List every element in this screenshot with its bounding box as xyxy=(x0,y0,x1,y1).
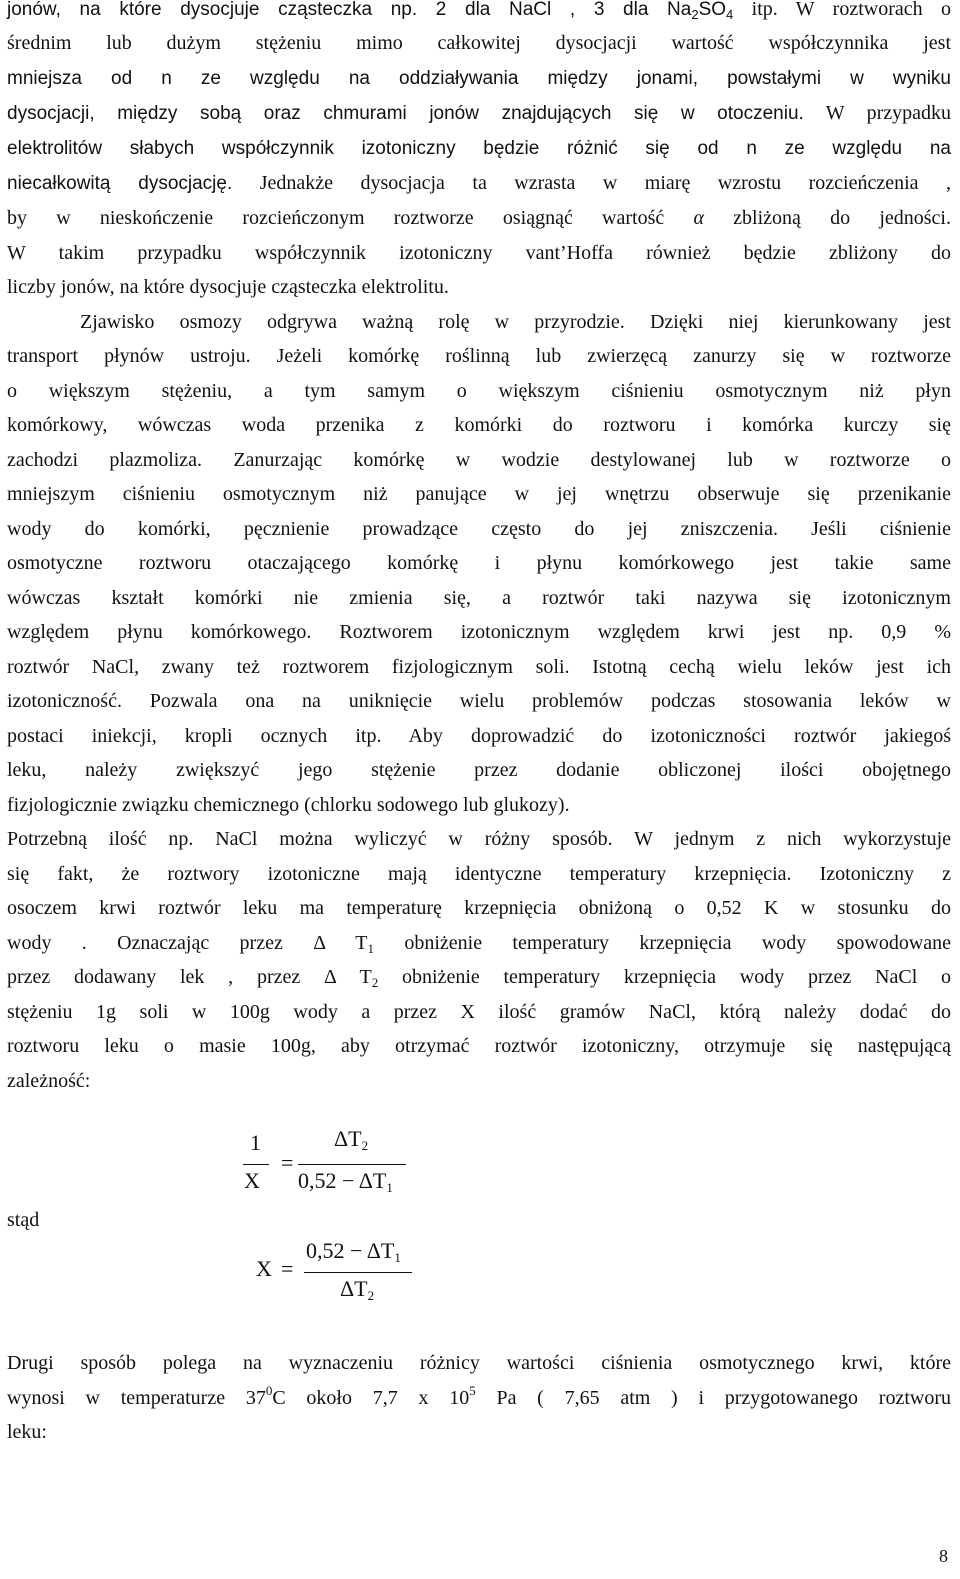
formula-denominator: X xyxy=(244,1168,260,1193)
text-line: roztwór NaCl, zwany też roztworem fizjologicznym soli. Istotną cechą wielu leków jest ich xyxy=(7,656,951,678)
text-line: niecałkowitą dysocjację. Jednakże dysocjacja ta wzrasta w miarę wzrostu rozcieńczenia , xyxy=(7,172,952,194)
text-line: wynosi w temperaturze $37^0C$ około 7,7 x $10^5$ Pa ( 7,65 atm ) i przygotowanego roztworu xyxy=(7,1383,951,1409)
text-line: W takim przypadku współczynnik izotoniczny vant’Hoffa również będzie zbliżony do xyxy=(7,242,951,264)
text-line: o większym stężeniu, a tym samym o większym ciśnieniu osmotycznym niż płyn xyxy=(7,380,951,402)
text-line: Zjawisko osmozy odgrywa ważną rolę w przyrodzie. Dzięki niej kierunkowany jest xyxy=(80,311,951,333)
text-line: postaci iniekcji, kropli ocznych itp. Aby doprowadzić do izotoniczności roztwór jakiegoś xyxy=(7,725,951,747)
stad-label: stąd xyxy=(7,1209,40,1231)
text-line: leku, należy zwiększyć jego stężenie przez dodanie obliczonej ilości obojętnego xyxy=(7,759,951,781)
text-line: zależność: xyxy=(7,1070,91,1092)
text-line: wówczas kształt komórki nie zmienia się, a roztwór taki nazywa się izotonicznym xyxy=(7,587,951,609)
text-line: Drugi sposób polega na wyznaczeniu różnicy wartości ciśnienia osmotycznego krwi, które xyxy=(7,1352,951,1374)
alpha-symbol: α xyxy=(693,207,704,229)
delta-symbol: Δ xyxy=(313,932,325,954)
text-line: względem płynu komórkowego. Roztworem izotonicznym względem krwi jest np. 0,9 % xyxy=(7,621,951,643)
text-line: leku: xyxy=(7,1421,47,1443)
formula-denominator: $\Delta T_2$ xyxy=(340,1276,375,1303)
text-line: wody do komórki, pęcznienie prowadzące często do jej zniszczenia. Jeśli ciśnienie xyxy=(7,518,951,540)
text-line: przez dodawany lek , przez Δ $T_2$ obniżenie temperatury krzepnięcia wody przez NaCl o xyxy=(7,966,952,990)
text-line: średnim lub dużym stężeniu mimo całkowitej dysocjacji wartość współczynnika jest xyxy=(7,32,951,54)
text-line: stężeniu 1g soli w 100g wody a przez X ilość gramów NaCl, którą należy dodać do xyxy=(7,1001,951,1023)
text-line: się fakt, że roztwory izotoniczne mają identyczne temperatury krzepnięcia. Izotoniczny z xyxy=(7,863,951,885)
text-line: jonów, na które dysocjuje cząsteczka np. 2 dla NaCl , 3 dla $Na_2SO_4$ itp. W roztworach o xyxy=(7,0,952,22)
delta-symbol: Δ xyxy=(324,966,336,988)
fraction-bar xyxy=(298,1164,406,1165)
formula-numerator: 1 xyxy=(250,1130,261,1155)
fraction-bar xyxy=(304,1272,412,1273)
text-line: zachodzi plazmoliza. Zanurzając komórkę w wodzie destylowanej lub w roztworze o xyxy=(7,449,951,471)
page-number: 8 xyxy=(939,1546,948,1566)
text-line: liczby jonów, na które dysocjuje cząsteczka elektrolitu. xyxy=(7,276,449,298)
text-line: komórkowy, wówczas woda przenika z komórki do roztworu i komórka kurczy się xyxy=(7,414,951,436)
equals-sign: = xyxy=(281,1150,294,1175)
equals-sign: = xyxy=(281,1256,294,1281)
text-line: fizjologicznie związku chemicznego (chlorku sodowego lub glukozy). xyxy=(7,794,570,816)
text-line: dysocjacji, między sobą oraz chmurami jonów znajdujących się w otoczeniu. W przypadku xyxy=(7,102,951,124)
text-line: mniejsza od n ze względu na oddziaływania między jonami, powstałymi w wyniku xyxy=(7,68,951,89)
formula-numerator: $0,52 - \Delta T_1$ xyxy=(306,1238,401,1265)
text-line: roztworu leku o masie 100g, aby otrzymać roztwór izotoniczny, otrzymuje się następującą xyxy=(7,1035,951,1057)
text-line: elektrolitów słabych współczynnik izotoniczny będzie różnić się od n ze względu na xyxy=(7,138,951,159)
text-line: osoczem krwi roztwór leku ma temperaturę krzepnięcia obniżoną o 0,52 K w stosunku do xyxy=(7,897,951,919)
text-line: izotoniczność. Pozwala ona na uniknięcie wielu problemów podczas stosowania leków w xyxy=(7,690,951,712)
formula-lhs: X xyxy=(256,1256,272,1281)
fraction-bar xyxy=(243,1164,269,1165)
formula-numerator: $\Delta T_2$ xyxy=(334,1126,369,1153)
text-line: Potrzebną ilość np. NaCl można wyliczyć w różny sposób. W jednym z nich wykorzystuje xyxy=(7,828,951,850)
text-line: by w nieskończenie rozcieńczonym roztworze osiągnąć wartość α zbliżoną do jedności. xyxy=(7,207,951,229)
text-line: osmotyczne roztworu otaczającego komórkę i płynu komórkowego jest takie same xyxy=(7,552,951,574)
formula-denominator: $0,52 - \Delta T_1$ xyxy=(298,1168,393,1195)
text-line: transport płynów ustroju. Jeżeli komórkę roślinną lub zwierzęcą zanurzy się w roztworze xyxy=(7,345,951,367)
text-line: mniejszym ciśnieniu osmotycznym niż panujące w jej wnętrzu obserwuje się przenikanie xyxy=(7,483,951,505)
text-line: wody . Oznaczając przez Δ $T_1$ obniżenie temperatury krzepnięcia wody spowodowane xyxy=(7,932,952,956)
